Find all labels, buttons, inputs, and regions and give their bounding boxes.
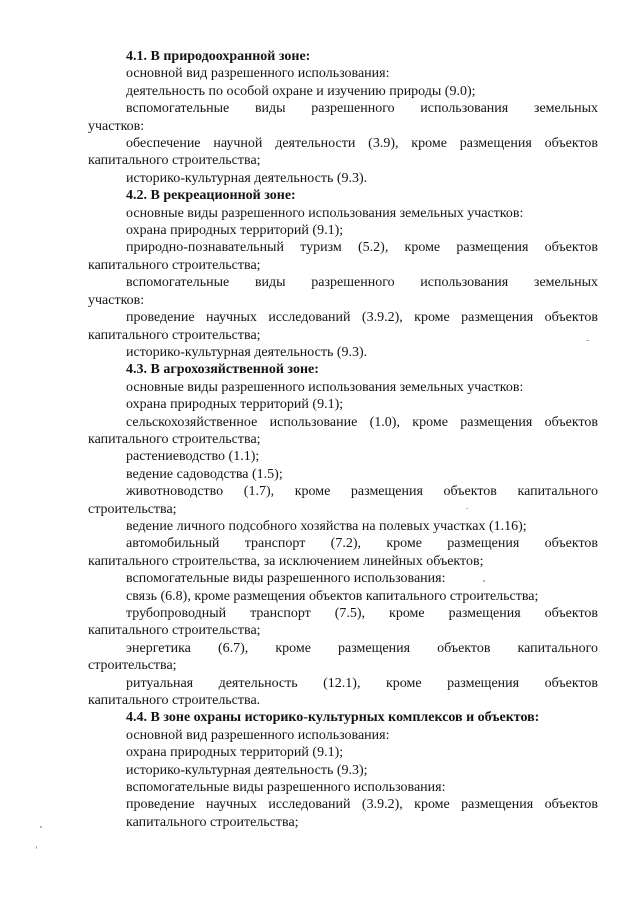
- scan-speck: [483, 580, 485, 582]
- text-line: историко-культурная деятельность (9.3).: [126, 344, 368, 360]
- text-line: строительства;: [88, 658, 177, 674]
- text-line: автомобильный транспорт (7.2), кроме размещения объектов: [126, 536, 598, 552]
- text-line: ведение садоводства (1.5);: [126, 466, 283, 482]
- text-line: животноводство (1.7), кроме размещения объектов капитального: [126, 484, 598, 500]
- text-line: проведение научных исследований (3.9.2), кроме размещения объектов: [126, 310, 598, 326]
- text-line: капитального строительства;: [88, 623, 261, 639]
- text-line: основной вид разрешенного использования:: [126, 66, 390, 82]
- text-line: энергетика (6.7), кроме размещения объектов капитального: [126, 640, 598, 656]
- text-line: строительства;: [88, 501, 177, 517]
- text-line: капитального строительства;: [88, 257, 261, 273]
- text-line: охрана природных территорий (9.1);: [126, 745, 344, 761]
- document-page: [88, 48, 598, 831]
- text-line: капитального строительства;: [126, 814, 299, 830]
- section-heading: 4.4. В зоне охраны историко-культурных комплексов и объектов:: [126, 710, 540, 726]
- text-line: историко-культурная деятельность (9.3).: [126, 170, 368, 186]
- text-line: охрана природных территорий (9.1);: [126, 397, 344, 413]
- text-line: участков:: [88, 118, 145, 134]
- section-heading: 4.2. В рекреационной зоне:: [126, 188, 296, 204]
- text-line: основной вид разрешенного использования:: [126, 727, 390, 743]
- text-line: капитального строительства;: [88, 431, 261, 447]
- text-line: вспомогательные виды разрешенного использования:: [126, 571, 446, 587]
- text-line: связь (6.8), кроме размещения объектов капитального строительства;: [126, 588, 539, 604]
- text-line: сельскохозяйственное использование (1.0), кроме размещения объектов: [126, 414, 598, 430]
- text-line: ведение личного подсобного хозяйства на полевых участках (1.16);: [126, 518, 527, 534]
- text-line: основные виды разрешенного использования земельных участков:: [126, 379, 524, 395]
- text-line: историко-культурная деятельность (9.3);: [126, 762, 368, 778]
- text-line: природно-познавательный туризм (5.2), кроме размещения объектов: [126, 240, 598, 256]
- text-line: трубопроводный транспорт (7.5), кроме размещения объектов: [126, 606, 598, 621]
- text-line: проведение научных исследований (3.9.2), кроме размещения объектов: [126, 797, 598, 813]
- text-line: капитального строительства, за исключением линейных объектов;: [88, 553, 484, 569]
- section-heading: 4.3. В агрохозяйственной зоне:: [126, 362, 319, 378]
- scan-speck: [586, 340, 589, 341]
- text-line: участков:: [88, 292, 145, 308]
- text-line: деятельность по особой охране и изучению природы (9.0);: [126, 83, 476, 99]
- scan-speck: [36, 846, 37, 849]
- text-line: обеспечение научной деятельности (3.9), кроме размещения объектов: [126, 136, 598, 152]
- document-body: [88, 48, 598, 831]
- section-heading: 4.1. В природоохранной зоне:: [126, 49, 311, 64]
- text-line: ритуальная деятельность (12.1), кроме размещения объектов: [126, 675, 598, 691]
- text-line: вспомогательные виды разрешенного использования:: [126, 780, 446, 796]
- scan-speck: [466, 508, 468, 509]
- text-line: капитального строительства.: [88, 693, 261, 709]
- text-line: капитального строительства;: [88, 327, 261, 343]
- text-line: охрана природных территорий (9.1);: [126, 223, 344, 239]
- text-line: основные виды разрешенного использования земельных участков:: [126, 205, 524, 221]
- text-line: вспомогательные виды разрешенного использования земельных: [126, 275, 598, 291]
- scan-speck: [40, 826, 42, 828]
- text-line: растениеводство (1.1);: [126, 449, 260, 465]
- text-line: капитального строительства;: [88, 153, 261, 169]
- text-line: вспомогательные виды разрешенного использования земельных: [126, 101, 598, 117]
